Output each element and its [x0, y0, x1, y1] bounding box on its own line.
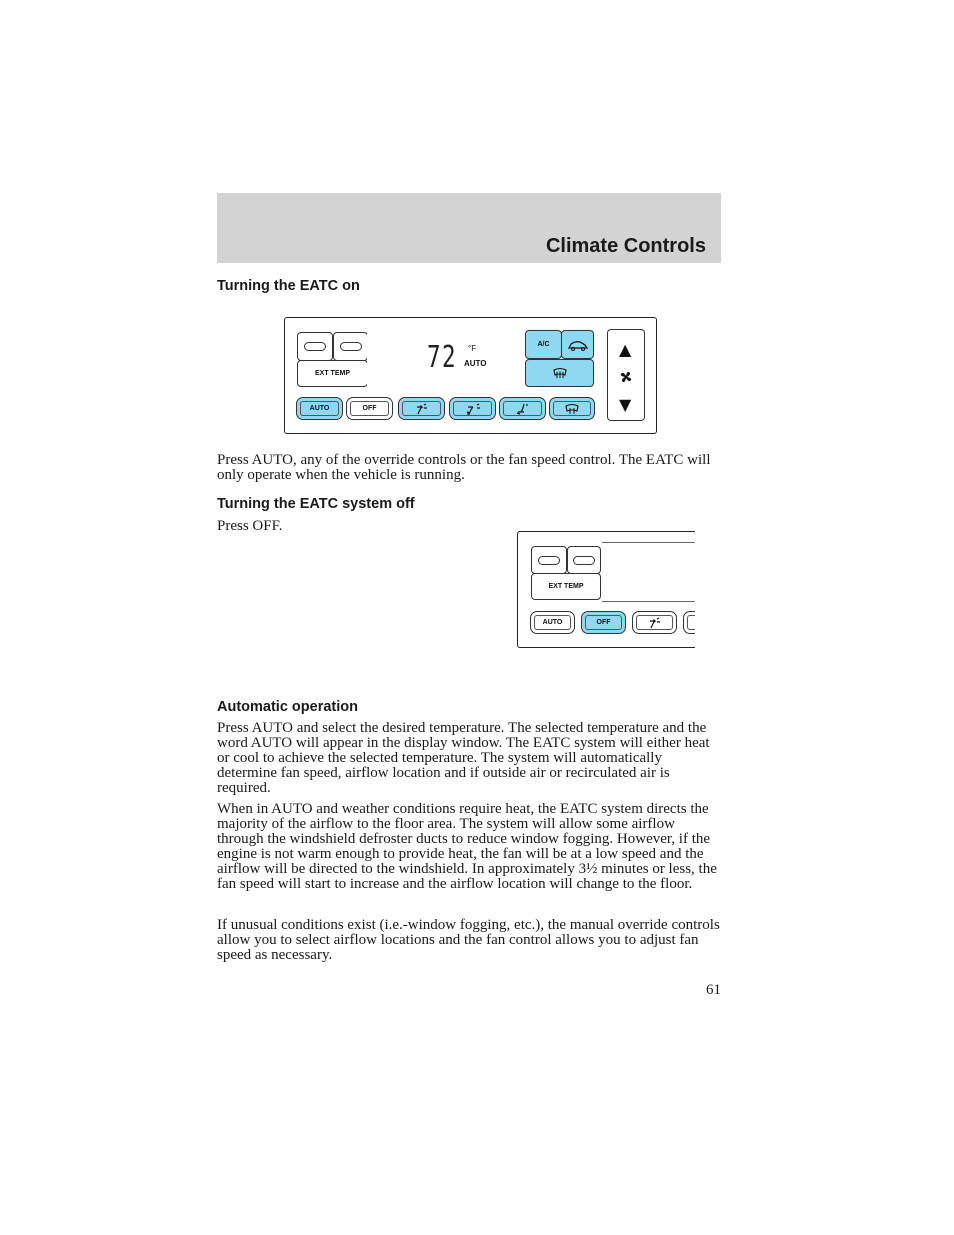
- blank-button-1[interactable]: [297, 332, 333, 361]
- bilevel-button[interactable]: [683, 611, 695, 634]
- blank-button-2[interactable]: [333, 332, 368, 361]
- pill-indicator: [573, 556, 595, 565]
- ac-label: A/C: [537, 341, 550, 348]
- auto-label: AUTO: [309, 405, 330, 412]
- ext-temp-label: EXT TEMP: [314, 370, 350, 377]
- floor-defrost-icon: [564, 403, 580, 415]
- page-title: Climate Controls: [545, 235, 706, 257]
- display-unit: °F: [468, 344, 477, 353]
- paragraph-automatic-2: When in AUTO and weather conditions require heat, the EATC system directs the majority of the airflow to the floor area. The system will allow some airflow through the windshield defroster ducts to reduce window fogging. However, if the engine is not warm enough to provide heat, the fan will be at a low speed and the airflow will be directed to the windshield. In approximately 3½ minutes or less, the fan speed will start to increase and the airflow location will change to the floor.: [217, 801, 717, 892]
- page-number: 61: [706, 982, 721, 998]
- header-bar: [217, 193, 721, 263]
- recirculate-button[interactable]: [561, 330, 594, 359]
- panel-vent-button[interactable]: [632, 611, 677, 634]
- up-arrow-icon[interactable]: ▲: [619, 340, 632, 359]
- panel-vent-icon: [648, 617, 662, 629]
- paragraph-eatc-off: Press OFF.: [217, 518, 283, 534]
- pill-indicator: [538, 556, 560, 565]
- panel-vent-button[interactable]: [398, 397, 445, 420]
- auto-button[interactable]: [296, 397, 343, 420]
- section-heading-automatic: Automatic operation: [217, 699, 358, 715]
- temperature-display: [367, 330, 527, 387]
- ext-temp-button[interactable]: [531, 573, 601, 600]
- display-top-edge: [602, 542, 695, 543]
- off-label: OFF: [362, 405, 377, 412]
- section-heading-eatc-off: Turning the EATC system off: [217, 496, 415, 512]
- recirculate-car-icon: [567, 339, 589, 351]
- ac-button[interactable]: [525, 330, 562, 359]
- auto-button[interactable]: [530, 611, 575, 634]
- display-temperature: 72: [427, 340, 458, 375]
- paragraph-automatic-3: If unusual conditions exist (i.e.-window fogging, etc.), the manual override controls allow you to select airflow locations and the fan control allows you to adjust fan speed as necessary.: [217, 917, 720, 963]
- bilevel-button[interactable]: [449, 397, 496, 420]
- paragraph-automatic-1: Press AUTO and select the desired temperature. The selected temperature and the word AUTO will appear in the display window. The EATC system will either heat or cool to achieve the selected temperature. The system will automatically determine fan speed, airflow location and if outside air or recirculated air is required.: [217, 720, 710, 796]
- display-bottom-edge: [602, 601, 695, 602]
- panel-frame: [517, 531, 695, 648]
- floor-icon: [515, 403, 531, 415]
- auto-label: AUTO: [542, 619, 563, 626]
- off-button[interactable]: [581, 611, 626, 634]
- defrost-icon: [552, 367, 568, 379]
- eatc-control-panel: [284, 317, 657, 434]
- off-label: OFF: [596, 619, 611, 626]
- blank-button-2[interactable]: [567, 546, 601, 574]
- display-auto-indicator: AUTO: [464, 359, 487, 368]
- eatc-off-panel: [517, 531, 695, 648]
- floor-button[interactable]: [499, 397, 546, 420]
- ext-temp-label: EXT TEMP: [548, 583, 584, 590]
- max-defrost-button[interactable]: [525, 359, 594, 387]
- section-heading-eatc-on: Turning the EATC on: [217, 278, 360, 294]
- paragraph-eatc-on: Press AUTO, any of the override controls or the fan speed control. The EATC will only operate when the vehicle is running.: [217, 452, 711, 483]
- ext-temp-button[interactable]: [297, 360, 368, 387]
- pill-indicator: [340, 342, 362, 351]
- bilevel-icon: [465, 403, 481, 415]
- floor-defrost-button[interactable]: [549, 397, 595, 420]
- blank-button-1[interactable]: [531, 546, 567, 574]
- off-button[interactable]: [346, 397, 393, 420]
- panel-vent-icon: [415, 403, 429, 415]
- fan-icon: [619, 370, 633, 384]
- pill-indicator: [304, 342, 326, 351]
- down-arrow-icon[interactable]: ▼: [619, 395, 632, 414]
- fan-speed-control[interactable]: [607, 329, 645, 421]
